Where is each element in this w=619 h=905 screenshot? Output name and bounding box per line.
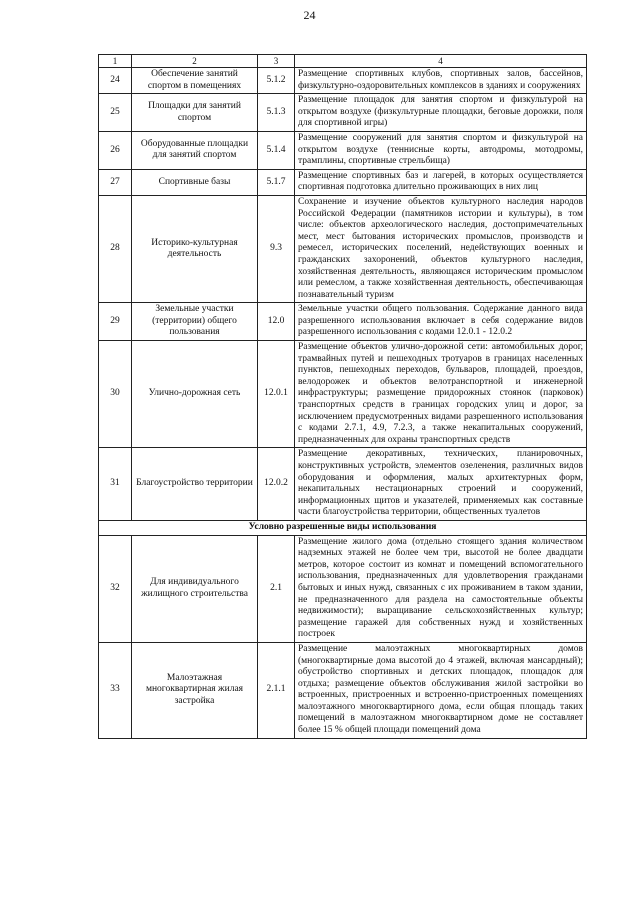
table-row	[99, 94, 587, 132]
use-type-name: Малоэтажная многоквартирная жилая застройка	[132, 642, 258, 738]
use-type-code: 5.1.7	[258, 169, 295, 195]
use-type-description: Размещение малоэтажных многоквартирных домов (многоквартирные дома высотой до 4 этажей, включая мансардный); обустройство спортивных и детских площадок, площадок для отдыха; размещение объектов обслуживания жилой застройки во встроенных, пристроенных и встроенно-пристроенных помещениях малоэтажного многоквартирного дома, если общая площадь таких помещений в малоэтажном многоквартирном доме не составляет более 15 % общей площади помещений дома	[295, 642, 587, 738]
table-row	[99, 642, 587, 738]
header-col-3: 3	[258, 55, 295, 68]
use-type-code: 12.0.2	[258, 448, 295, 521]
table-row	[99, 131, 587, 169]
row-number: 29	[99, 303, 132, 341]
header-col-4: 4	[295, 55, 587, 68]
use-type-description: Размещение спортивных клубов, спортивных залов, бассейнов, физкультурно-оздоровительных комплексов в зданиях и сооружениях	[295, 68, 587, 94]
use-type-code: 5.1.2	[258, 68, 295, 94]
use-type-code: 5.1.4	[258, 131, 295, 169]
use-type-code: 2.1	[258, 535, 295, 642]
use-type-description: Земельные участки общего пользования. Содержание данного вида разрешенного использования включает в себя содержание видов разрешенного использования с кодами 12.0.1 - 12.0.2	[295, 303, 587, 341]
row-number: 26	[99, 131, 132, 169]
section-title: Условно разрешенные виды использования	[99, 520, 587, 535]
table-row	[99, 195, 587, 302]
section-header-row	[99, 520, 587, 535]
row-number: 30	[99, 341, 132, 448]
header-col-1: 1	[99, 55, 132, 68]
use-type-description: Размещение жилого дома (отдельно стоящего здания количеством надземных этажей не более чем три, высотой не более двадцати метров, которое состоит из комнат и помещений вспомогательного использования, предназначенных для удовлетворения гражданами бытовых и иных нужд, связанных с их проживанием в таком здании, не предназначенного для раздела на самостоятельные объекты недвижимости); выращивание сельскохозяйственных культур; размещение гаражей для собственных нужд и хозяйственных построек	[295, 535, 587, 642]
table-row	[99, 169, 587, 195]
use-type-name: Спортивные базы	[132, 169, 258, 195]
use-type-code: 9.3	[258, 195, 295, 302]
page-number: 24	[303, 8, 316, 22]
table-row	[99, 448, 587, 521]
row-number: 32	[99, 535, 132, 642]
use-type-code: 5.1.3	[258, 94, 295, 132]
table-row	[99, 341, 587, 448]
use-type-description: Размещение сооружений для занятия спортом и физкультурой на открытом воздухе (теннисные корты, автодромы, мотодромы, трамплины, спортивные стрельбища)	[295, 131, 587, 169]
land-use-table	[98, 54, 587, 739]
use-type-name: Улично-дорожная сеть	[132, 341, 258, 448]
use-type-name: Площадки для занятий спортом	[132, 94, 258, 132]
row-number: 27	[99, 169, 132, 195]
use-type-description: Размещение объектов улично-дорожной сети: автомобильных дорог, трамвайных путей и пешеходных тротуаров в границах населенных пунктов, пешеходных переходов, бульваров, площадей, проездов, велодорожек и объектов велотранспортной и инженерной инфраструктуры; размещение придорожных стоянок (парковок) транспортных средств в границах городских улиц и дорог, за исключением предусмотренных видами разрешенного использования с кодами 2.7.1, 4.9, 7.2.3, а также некапитальных сооружений, предназначенных для охраны транспортных средств	[295, 341, 587, 448]
use-type-description: Размещение декоративных, технических, планировочных, конструктивных устройств, элементов озеленения, различных видов оборудования и оформления, малых архитектурных форм, некапитальных нестационарных строений и сооружений, информационных щитов и указателей, применяемых как составные части благоустройства территории, общественных туалетов	[295, 448, 587, 521]
row-number: 33	[99, 642, 132, 738]
use-type-code: 2.1.1	[258, 642, 295, 738]
table-row	[99, 535, 587, 642]
table-row	[99, 303, 587, 341]
use-type-name: Земельные участки (территории) общего пользования	[132, 303, 258, 341]
table-row	[99, 68, 587, 94]
use-type-name: Историко-культурная деятельность	[132, 195, 258, 302]
use-type-name: Оборудованные площадки для занятий спортом	[132, 131, 258, 169]
header-col-2: 2	[132, 55, 258, 68]
use-type-description: Размещение спортивных баз и лагерей, в которых осуществляется спортивная подготовка длительно проживающих в них лиц	[295, 169, 587, 195]
row-number: 31	[99, 448, 132, 521]
use-type-name: Обеспечение занятий спортом в помещениях	[132, 68, 258, 94]
use-type-code: 12.0	[258, 303, 295, 341]
use-type-description: Размещение площадок для занятия спортом и физкультурой на открытом воздухе (физкультурные площадки, беговые дорожки, поля для спортивной игры)	[295, 94, 587, 132]
use-type-description: Сохранение и изучение объектов культурного наследия народов Российской Федерации (памятников истории и культуры), в том числе: объектов археологического наследия, достопримечательных мест, мест бытования исторических промыслов, производств и ремесел, исторических поселений, недействующих военных и гражданских захоронений, объектов культурного наследия, хозяйственная деятельность, являющаяся историческим промыслом или ремеслом, а также хозяйственная деятельность, обеспечивающая познавательный туризм	[295, 195, 587, 302]
row-number: 25	[99, 94, 132, 132]
row-number: 24	[99, 68, 132, 94]
use-type-name: Для индивидуального жилищного строительства	[132, 535, 258, 642]
use-type-name: Благоустройство территории	[132, 448, 258, 521]
use-type-code: 12.0.1	[258, 341, 295, 448]
row-number: 28	[99, 195, 132, 302]
table-header-row	[99, 55, 587, 68]
